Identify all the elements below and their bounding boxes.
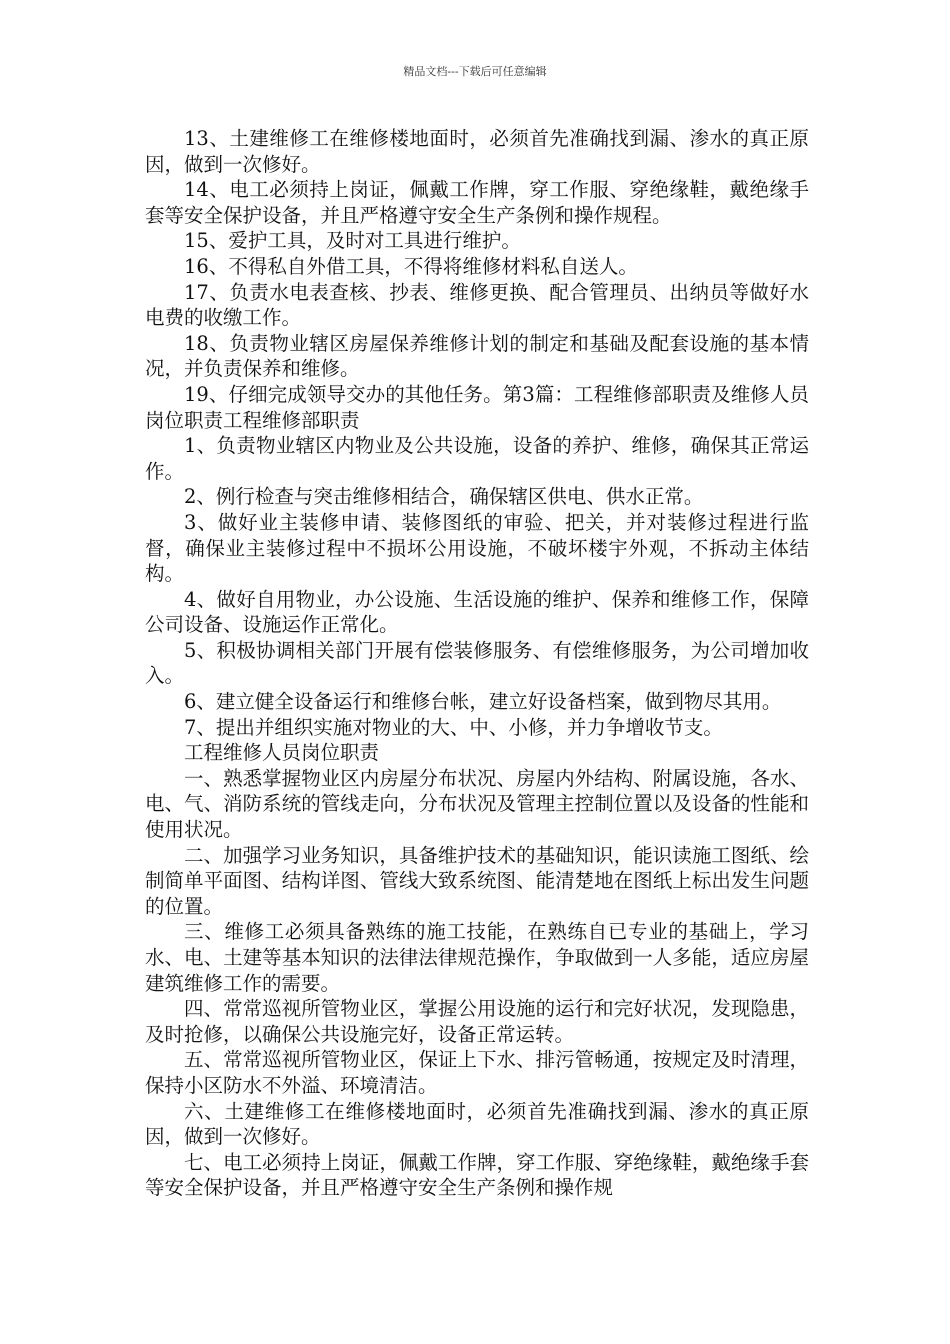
paragraph: 2、例行检查与突击维修相结合，确保辖区供电、供水正常。 <box>184 485 704 509</box>
paragraph: 14、电工必须持上岗证，佩戴工作牌，穿工作服、穿绝缘鞋，戴绝缘手套等安全保护设备，并且严格遵守安全生产条例和操作规程。 <box>145 178 809 227</box>
page-header: 精品文档---下载后可任意编辑 <box>403 65 547 78</box>
paragraph: 五、常常巡视所管物业区，保证上下水、排污管畅通，按规定及时清理，保持小区防水不外溢、环境清洁。 <box>145 1048 809 1097</box>
paragraph: 二、加强学习业务知识，具备维护技术的基础知识，能识读施工图纸、绘制简单平面图、结构详图、管线大致系统图、能清楚地在图纸上标出发生问题的位置。 <box>145 843 809 918</box>
paragraph: 13、土建维修工在维修楼地面时，必须首先准确找到漏、渗水的真正原因，做到一次修好。 <box>145 127 809 176</box>
paragraph: 17、负责水电表查核、抄表、维修更换、配合管理员、出纳员等做好水电费的收缴工作。 <box>145 280 809 330</box>
paragraph: 15、爱护工具，及时对工具进行维护。 <box>184 229 521 253</box>
paragraph: 7、提出并组织实施对物业的大、中、小修，并力争增收节支。 <box>184 715 723 739</box>
paragraph: 3、做好业主装修申请、装修图纸的审验、把关，并对装修过程进行监督，确保业主装修过程中不损坏公用设施，不破坏楼宇外观，不拆动主体结构。 <box>145 510 809 586</box>
paragraph: 16、不得私自外借工具，不得将维修材料私自送人。 <box>184 254 638 278</box>
section-heading: 工程维修人员岗位职责 <box>184 741 380 765</box>
paragraph: 5、积极协调相关部门开展有偿装修服务、有偿维修服务，为公司增加收入。 <box>145 638 809 688</box>
paragraph: 六、土建维修工在维修楼地面时，必须首先准确找到漏、渗水的真正原因，做到一次修好。 <box>145 1099 809 1149</box>
paragraph: 19、仔细完成领导交办的其他任务。第3篇：工程维修部职责及维修人员岗位职责工程维修部职责 <box>145 382 809 432</box>
paragraph: 18、负责物业辖区房屋保养维修计划的制定和基础及配套设施的基本情况，并负责保养和维修。 <box>145 331 809 381</box>
paragraph: 一、熟悉掌握物业区内房屋分布状况、房屋内外结构、附属设施，各水、电、气、消防系统的管线走向，分布状况及管理主控制位置以及设备的性能和使用状况。 <box>145 766 809 842</box>
paragraph: 七、电工必须持上岗证，佩戴工作牌，穿工作服、穿绝缘鞋，戴绝缘手套等安全保护设备，并且严格遵守安全生产条例和操作规 <box>145 1150 809 1200</box>
paragraph: 四、常常巡视所管物业区，掌握公用设施的运行和完好状况，发现隐患，及时抢修，以确保公共设施完好，设备正常运转。 <box>145 997 809 1046</box>
paragraph: 6、建立健全设备运行和维修台帐，建立好设备档案，做到物尽其用。 <box>184 690 782 714</box>
document-body <box>145 126 809 1201</box>
paragraph: 4、做好自用物业，办公设施、生活设施的维护、保养和维修工作，保障公司设备、设施运作正常化。 <box>145 587 809 637</box>
paragraph: 三、维修工必须具备熟练的施工技能，在熟练自已专业的基础上，学习水、电、土建等基本知识的法律法律规范操作，争取做到一人多能，适应房屋建筑维修工作的需要。 <box>145 920 809 995</box>
paragraph: 1、负责物业辖区内物业及公共设施，设备的养护、维修，确保其正常运作。 <box>145 434 809 483</box>
